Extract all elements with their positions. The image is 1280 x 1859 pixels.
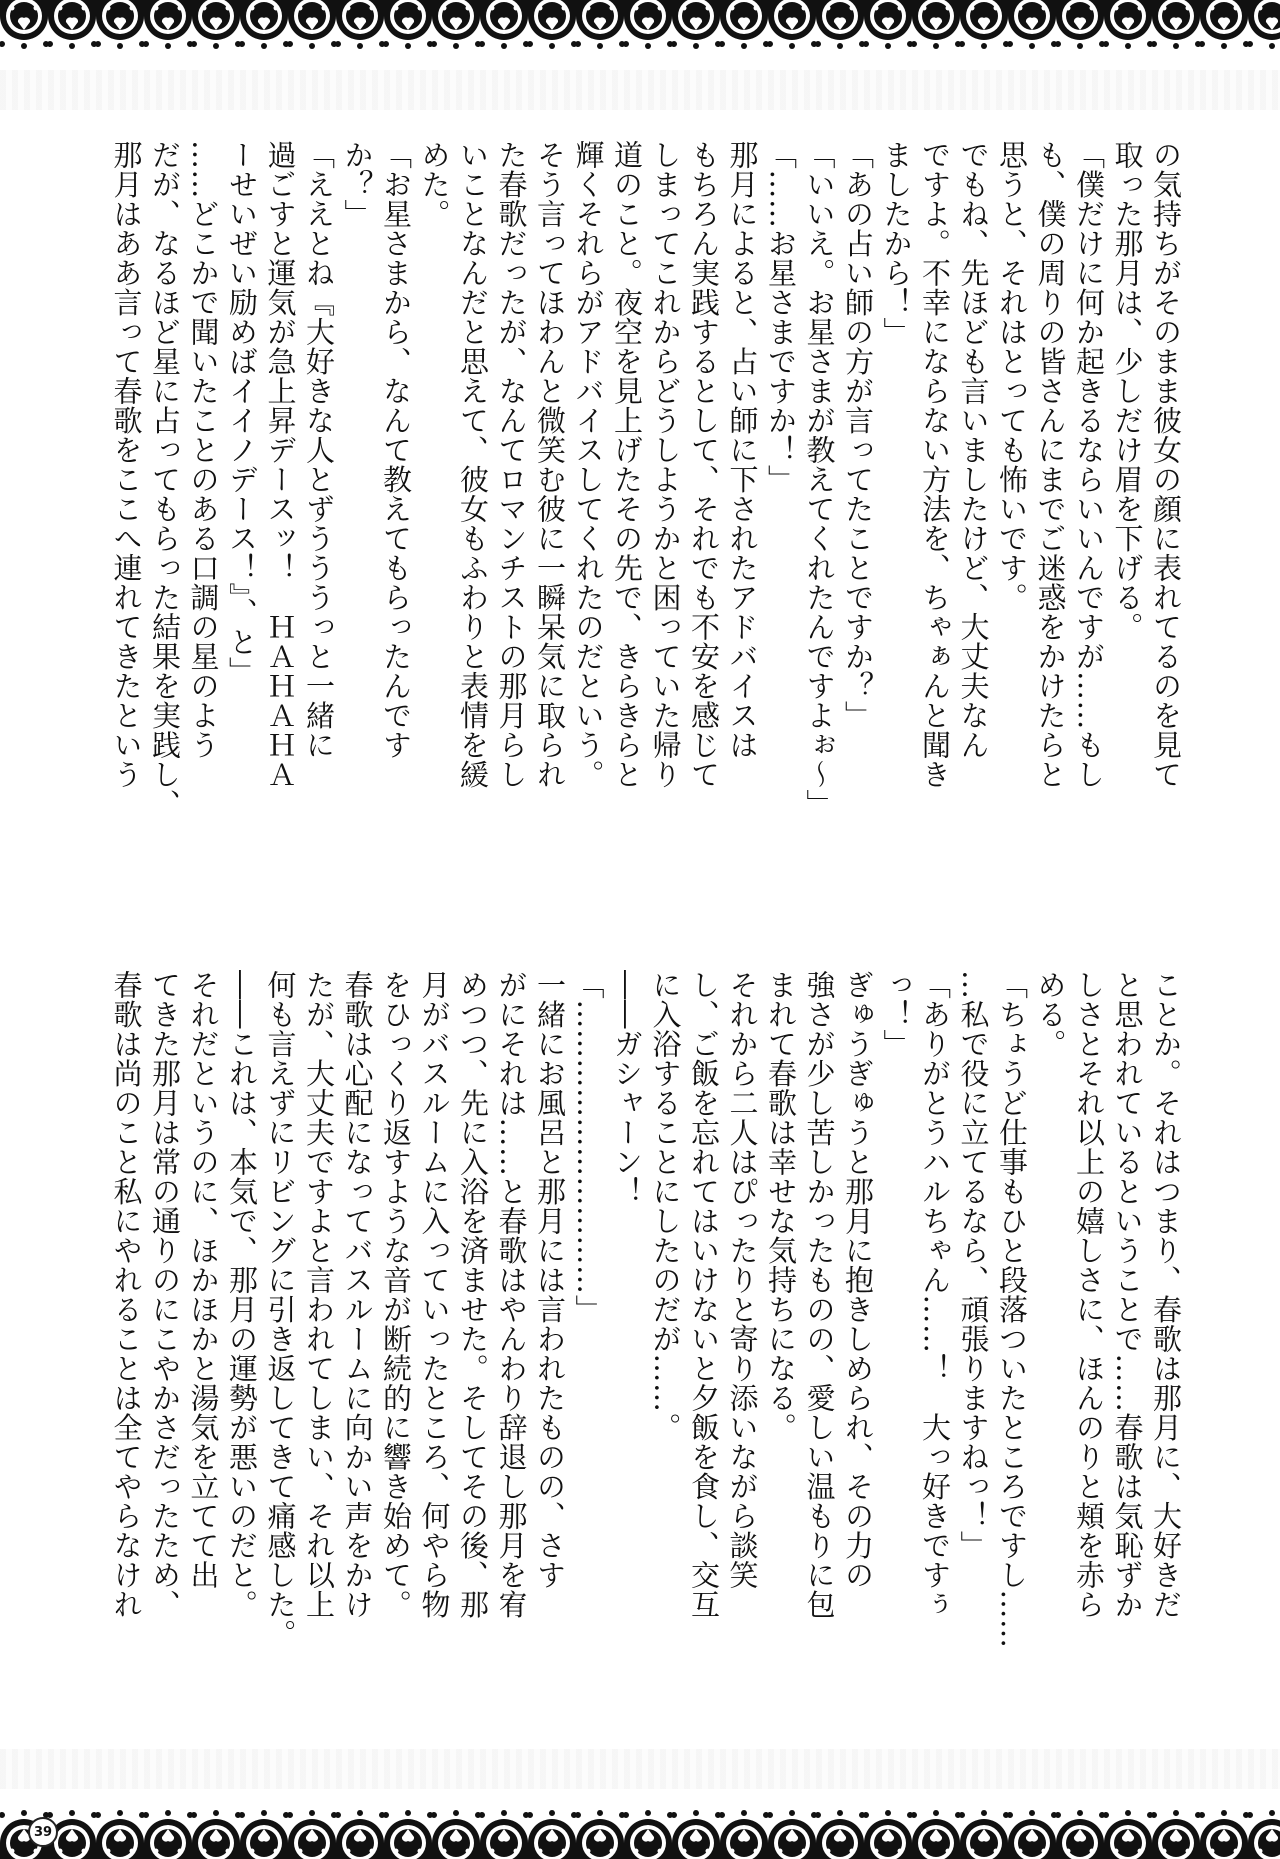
text-line: た春歌だったが、なんてロマンチストの那月らし — [494, 140, 529, 789]
text-line: 「いいえ。お星さまが教えてくれたんですよぉ〜」 — [802, 140, 837, 819]
lower-text-block — [107, 970, 1185, 1720]
text-line: いことなんだと思えて、彼女もふわりと表情を緩 — [456, 140, 490, 789]
text-line: ことか。それはつまり、春歌は那月に、大好きだ — [1149, 970, 1183, 1619]
text-line: か？」 — [340, 140, 375, 229]
text-line: をひっくり返すような音が断続的に響き始めて。 — [379, 970, 413, 1619]
text-line: 「あの占い師の方が言ってたことですか？」 — [841, 140, 875, 730]
upper-text-block — [107, 140, 1185, 890]
text-line: たが、大丈夫ですよと言われてしまい、それ以上 — [302, 970, 336, 1619]
lace-border-bottom — [0, 1789, 1280, 1859]
text-line: 道のこと。夜空を見上げたその先で、きらきらと — [610, 140, 644, 789]
text-line: がにそれは……と春歌はやんわり辞退し那月を宥 — [494, 970, 529, 1619]
text-line: 輝くそれらがアドバイスしてくれたのだという。 — [571, 140, 606, 789]
text-line: でもね、先ほども言いましたけど、大丈夫なん — [956, 140, 991, 760]
text-line: 那月によると、占い師に下されたアドバイスは — [725, 140, 760, 760]
text-line: めた。 — [417, 140, 452, 229]
text-line: まれて春歌は幸せな気持ちになる。 — [764, 970, 798, 1442]
lace-border-top — [0, 0, 1280, 70]
text-line: ぎゅうぎゅうと那月に抱きしめられ、その力の — [841, 970, 875, 1590]
text-line: てきた那月は常の通りのにこやかさだったため、 — [148, 970, 182, 1619]
text-line: も、僕の周りの皆さんにまでご迷惑をかけたらと — [1033, 140, 1068, 789]
page-number: 39 — [28, 1817, 58, 1847]
text-line: 「ええとね『大好きな人とずうううっと一緒に — [302, 140, 336, 760]
text-line: ――ガシャーン！ — [610, 970, 644, 1206]
text-line: それだというのに、ほかほかと湯気を立てて出 — [186, 970, 221, 1590]
text-line: だが、なるほど星に占ってもらった結果を実践し、 — [148, 140, 182, 819]
text-line: ……どこかで聞いたことのある口調の星のよう — [186, 140, 221, 760]
text-line: しさとそれ以上の嬉しさに、ほんのりと頬を赤ら — [1072, 970, 1106, 1619]
text-line: し、ご飯を忘れてはいけないと夕飯を食し、交互 — [687, 970, 721, 1619]
text-line: 「お星さまから、なんて教えてもらったんです — [379, 140, 413, 760]
text-line: 「ちょうど仕事もひと段落ついたところですし…… — [995, 970, 1029, 1649]
text-line: めつつ、先に入浴を済ませた。そしてその後、那 — [456, 970, 490, 1619]
text-line: 過ごすと運気が急上昇デースッ！ ＨＡＨＡＨＡ — [263, 140, 298, 789]
text-line: と思われているということで……春歌は気恥ずか — [1110, 970, 1145, 1619]
text-line: ですよ。不幸にならない方法を、ちゃぁんと聞き — [918, 140, 952, 789]
text-line: に入浴することにしたのだが……。 — [648, 970, 683, 1442]
text-line: 「……お星さまですか！」 — [764, 140, 798, 494]
text-line: 春歌は心配になってバスルームに向かい声をかけ — [340, 970, 375, 1619]
text-line: の気持ちがそのまま彼女の顔に表れてるのを見て — [1149, 140, 1183, 789]
text-line: 一緒にお風呂と那月には言われたものの、さす — [533, 970, 567, 1590]
text-line: 那月はああ言って春歌をここへ連れてきたという — [109, 140, 144, 789]
text-line: ましたから！」 — [879, 140, 914, 347]
text-line: それから二人はぴったりと寄り添いながら談笑 — [725, 970, 760, 1590]
text-line: 月がバスルームに入っていったところ、何やら物 — [417, 970, 452, 1619]
text-line: ――これは、本気で、那月の運勢が悪いのだと。 — [225, 970, 259, 1619]
text-line: 思うと、それはとっても怖いです。 — [995, 140, 1029, 612]
text-line: 強さが少し苦しかったものの、愛しい温もりに包 — [802, 970, 837, 1619]
lace-shadow-bottom — [0, 1749, 1280, 1789]
text-line: 何も言えずにリビングに引き返してきて痛感した。 — [263, 970, 298, 1649]
text-line: 取った那月は、少しだけ眉を下げる。 — [1110, 140, 1145, 642]
text-line: …私で役に立てるなら、頑張りますねっ！」 — [956, 970, 991, 1560]
lace-shadow-top — [0, 70, 1280, 110]
text-line: ーせいぜい励めばイイノデース！』、と」 — [225, 140, 259, 686]
text-line: もちろん実践するとして、それでも不安を感じて — [687, 140, 721, 789]
text-line: 「ありがとうハルちゃん……！ 大っ好きですぅ — [918, 970, 952, 1619]
text-line: っ！」 — [879, 970, 914, 1059]
text-line: める。 — [1033, 970, 1068, 1059]
text-line: しまってこれからどうしようかと困っていた帰り — [648, 140, 683, 789]
text-line: 「…………………………」 — [571, 970, 606, 1324]
text-line: 「僕だけに何か起きるならいいんですが……もし — [1072, 140, 1106, 789]
text-line: そう言ってほわんと微笑む彼に一瞬呆気に取られ — [533, 140, 567, 789]
text-line: 春歌は尚のこと私にやれることは全てやらなけれ — [109, 970, 144, 1619]
